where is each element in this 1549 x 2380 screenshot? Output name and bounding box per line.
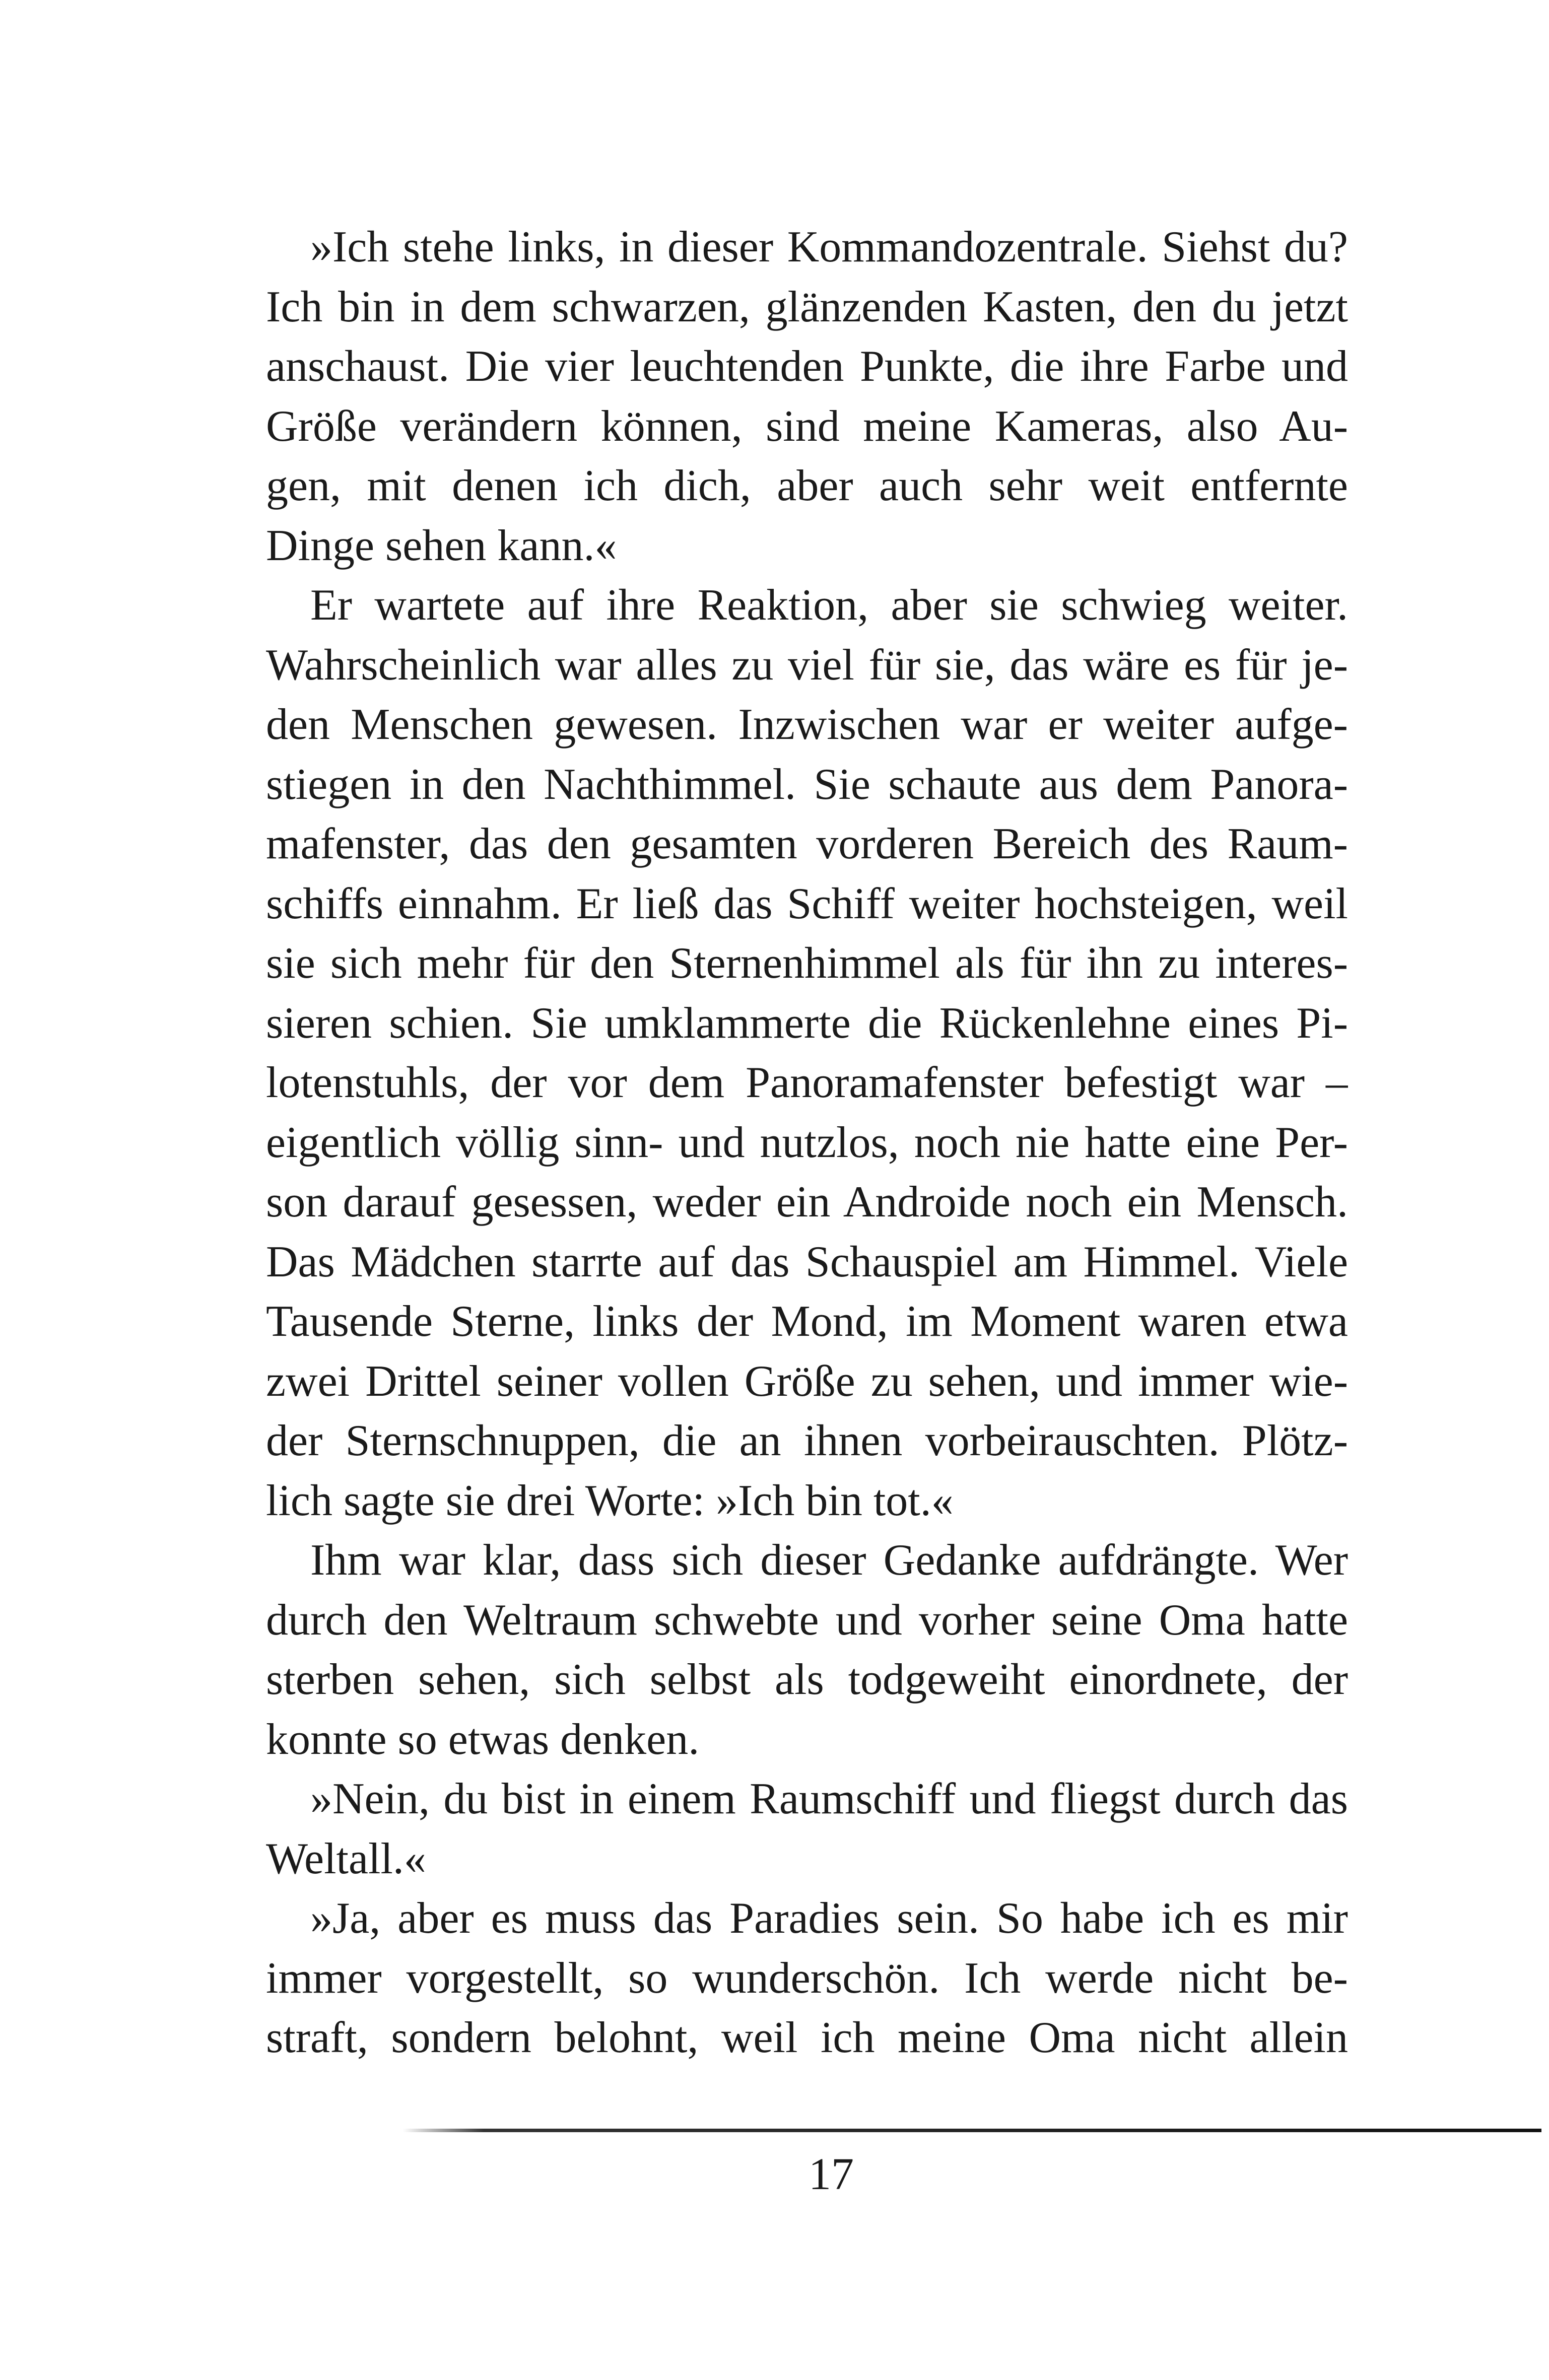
text-line: Größe verändern können, sind meine Kameras, also Au- — [266, 401, 1348, 451]
body-text — [266, 218, 1348, 2068]
text-line: schiffs einnahm. Er ließ das Schiff weiter hochsteigen, weil — [266, 879, 1348, 928]
text-line: »Ich stehe links, in dieser Kommandozentrale. Siehst du? — [310, 223, 1348, 271]
text-line: »Nein, du bist in einem Raumschiff und fliegst durch das — [310, 1775, 1348, 1823]
text-line: lotenstuhls, der vor dem Panoramafenster befestigt war – — [266, 1058, 1348, 1107]
footer-divider — [403, 2129, 1541, 2132]
text-line: der Sternschnuppen, die an ihnen vorbeirauschten. Plötz- — [266, 1416, 1348, 1465]
text-line: Das Mädchen starrte auf das Schauspiel am Himmel. Viele — [266, 1237, 1348, 1286]
text-line: Dinge sehen kann.« — [266, 521, 617, 570]
text-line: sterben sehen, sich selbst als todgeweiht einordnete, der — [266, 1655, 1348, 1704]
text-line: Ich bin in dem schwarzen, glänzenden Kasten, den du jetzt — [266, 282, 1348, 331]
text-line: eigentlich völlig sinn- und nutzlos, noch nie hatte eine Per- — [266, 1118, 1348, 1167]
text-line: Ihm war klar, dass sich dieser Gedanke aufdrängte. Wer — [310, 1536, 1348, 1585]
text-line: straft, sondern belohnt, weil ich meine Oma nicht allein — [266, 2013, 1348, 2062]
text-line: Er wartete auf ihre Reaktion, aber sie schwieg weiter. — [310, 581, 1348, 630]
text-line: durch den Weltraum schwebte und vorher seine Oma hatte — [266, 1595, 1348, 1645]
text-line: gen, mit denen ich dich, aber auch sehr weit entfernte — [266, 461, 1348, 510]
text-line: konnte so etwas denken. — [266, 1715, 700, 1764]
text-line: mafenster, das den gesamten vorderen Bereich des Raum- — [266, 820, 1348, 868]
text-line: Wahrscheinlich war alles zu viel für sie, das wäre es für je- — [266, 640, 1348, 690]
text-line: stiegen in den Nachthimmel. Sie schaute aus dem Panora- — [266, 760, 1348, 809]
page-number: 17 — [809, 2149, 854, 2199]
text-line: anschaust. Die vier leuchtenden Punkte, die ihre Farbe und — [266, 342, 1348, 391]
text-line: sie sich mehr für den Sternenhimmel als für ihn zu interes- — [266, 939, 1348, 988]
text-line: sieren schien. Sie umklammerte die Rückenlehne eines Pi- — [266, 998, 1348, 1048]
text-line: Tausende Sterne, links der Mond, im Moment waren etwa — [266, 1297, 1348, 1346]
text-line: zwei Drittel seiner vollen Größe zu sehen, und immer wie- — [266, 1356, 1348, 1406]
text-line: son darauf gesessen, weder ein Androide noch ein Mensch. — [266, 1178, 1348, 1227]
text-line: »Ja, aber es muss das Paradies sein. So habe ich es mir — [310, 1894, 1348, 1943]
text-line: den Menschen gewesen. Inzwischen war er weiter aufge- — [266, 700, 1348, 749]
text-line: Weltall.« — [266, 1834, 426, 1883]
text-line: immer vorgestellt, so wunderschön. Ich werde nicht be- — [266, 1953, 1348, 2003]
text-line: lich sagte sie drei Worte: »Ich bin tot.« — [266, 1476, 954, 1525]
